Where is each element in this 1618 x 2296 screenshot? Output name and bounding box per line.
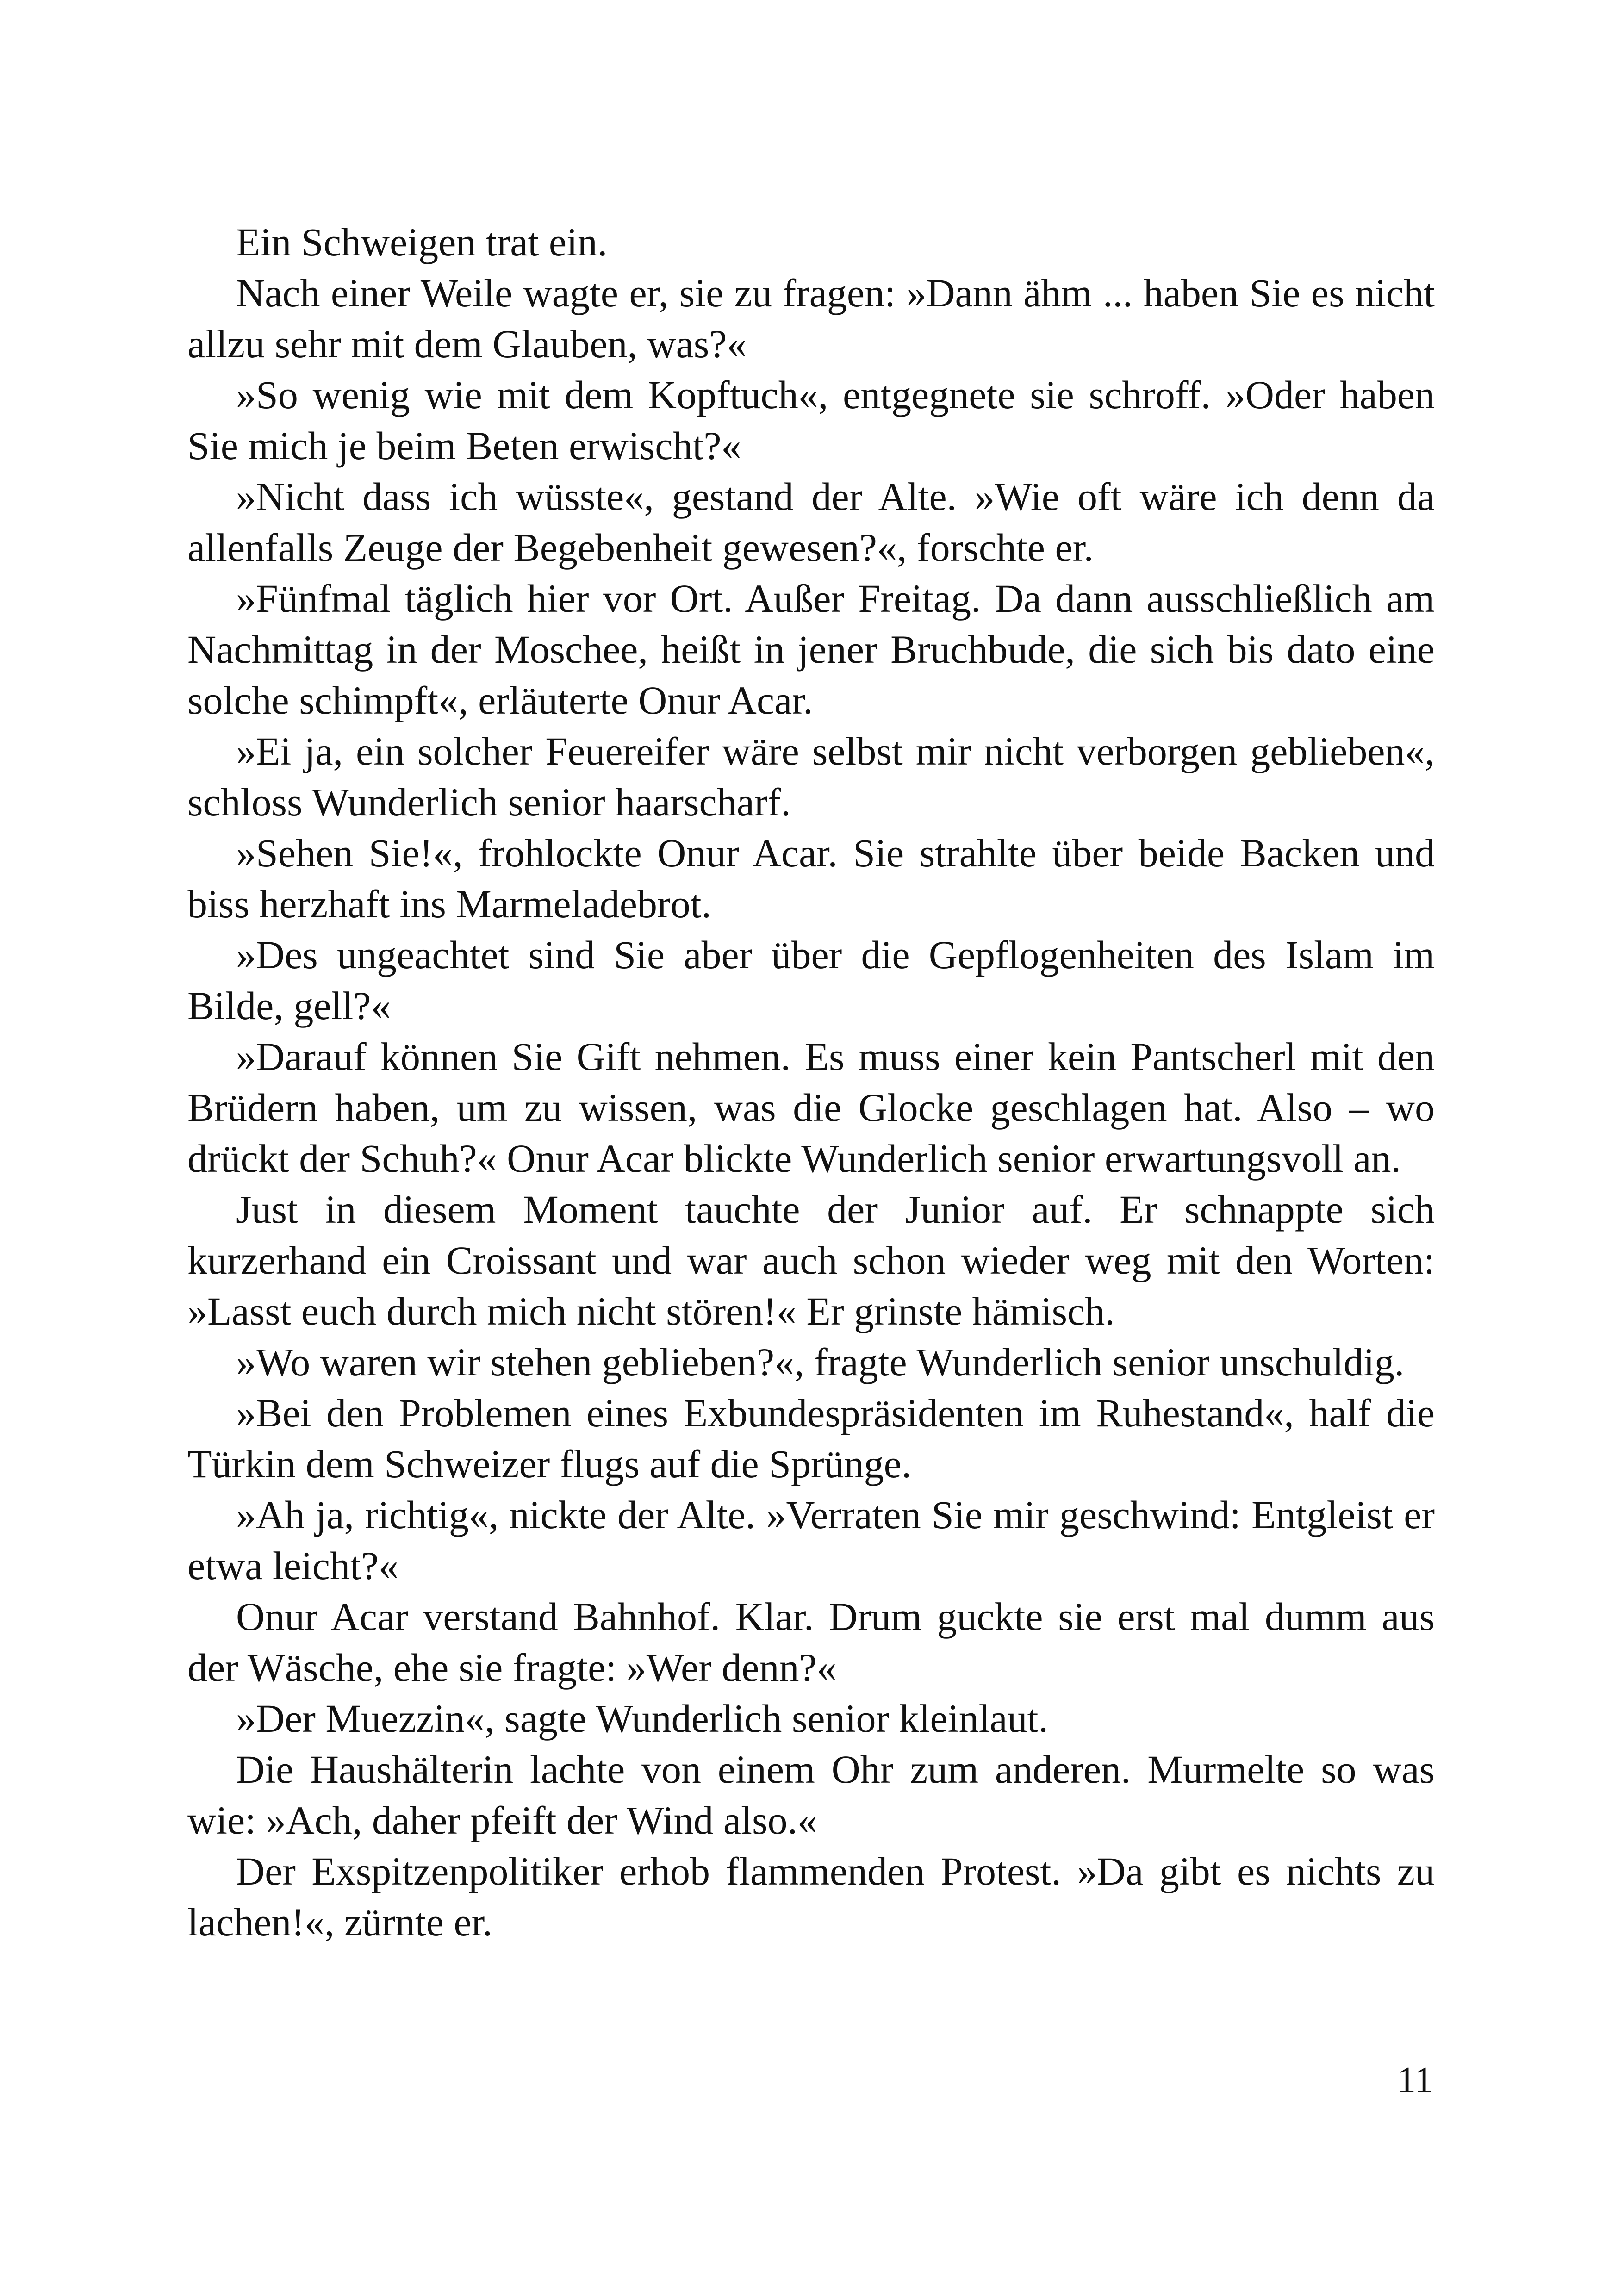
paragraph: Just in diesem Moment tauchte der Junior auf. Er schnappte sich kurzerhand ein Croissant und war auch schon wieder weg mit den Worten: »Lasst euch durch mich nicht stören!« Er grinste hämisch. <box>187 1187 1435 1333</box>
paragraph: »Bei den Problemen eines Exbundespräsidenten im Ruhestand«, half die Türkin dem Schweizer flugs auf die Sprünge. <box>187 1391 1435 1486</box>
paragraph: Ein Schweigen trat ein. <box>236 220 608 264</box>
paragraph: Nach einer Weile wagte er, sie zu fragen: »Dann ähm ... haben Sie es nicht allzu sehr mit dem Glauben, was?« <box>187 271 1435 366</box>
paragraph: »Nicht dass ich wüsste«, gestand der Alte. »Wie oft wäre ich denn da allenfalls Zeuge der Begebenheit gewesen?«, forschte er. <box>187 474 1435 570</box>
paragraph: Der Exspitzenpolitiker erhob flammenden Protest. »Da gibt es nichts zu lachen!«, zürnte er. <box>187 1849 1435 1944</box>
paragraph: »Sehen Sie!«, frohlockte Onur Acar. Sie strahlte über beide Backen und biss herzhaft ins Marmeladebrot. <box>187 831 1435 926</box>
paragraph: »Ah ja, richtig«, nickte der Alte. »Verraten Sie mir geschwind: Entgleist er etwa leicht?« <box>187 1493 1435 1588</box>
paragraph: »Darauf können Sie Gift nehmen. Es muss einer kein Pantscherl mit den Brüdern haben, um zu wissen, was die Glocke geschlagen hat. Also – wo drückt der Schuh?« Onur Acar blickte Wunderlich senior erwartungsvoll an. <box>187 1034 1435 1181</box>
paragraph: »Ei ja, ein solcher Feuereifer wäre selbst mir nicht verborgen geblieben«, schloss Wunderlich senior haarscharf. <box>187 729 1435 824</box>
paragraph: Onur Acar verstand Bahnhof. Klar. Drum guckte sie erst mal dumm aus der Wäsche, ehe sie fragte: »Wer denn?« <box>187 1594 1435 1690</box>
paragraph: »Wo waren wir stehen geblieben?«, fragte Wunderlich senior unschuldig. <box>236 1340 1405 1384</box>
paragraph: »Fünfmal täglich hier vor Ort. Außer Freitag. Da dann ausschließlich am Nachmittag in der Moschee, heißt in jener Bruchbude, die sich bis dato eine solche schimpft«, erläuterte Onur Acar. <box>187 576 1435 722</box>
page-number: 11 <box>1397 2060 1433 2101</box>
paragraph: »Des ungeachtet sind Sie aber über die Gepflogenheiten des Islam im Bilde, gell?« <box>187 933 1435 1028</box>
paragraph: »Der Muezzin«, sagte Wunderlich senior kleinlaut. <box>236 1696 1049 1741</box>
paragraph: Die Haushälterin lachte von einem Ohr zum anderen. Murmelte so was wie: »Ach, daher pfeift der Wind also.« <box>187 1747 1435 1842</box>
body-text <box>187 217 1435 1948</box>
paragraph: »So wenig wie mit dem Kopftuch«, entgegnete sie schroff. »Oder haben Sie mich je beim Beten erwischt?« <box>187 373 1435 468</box>
